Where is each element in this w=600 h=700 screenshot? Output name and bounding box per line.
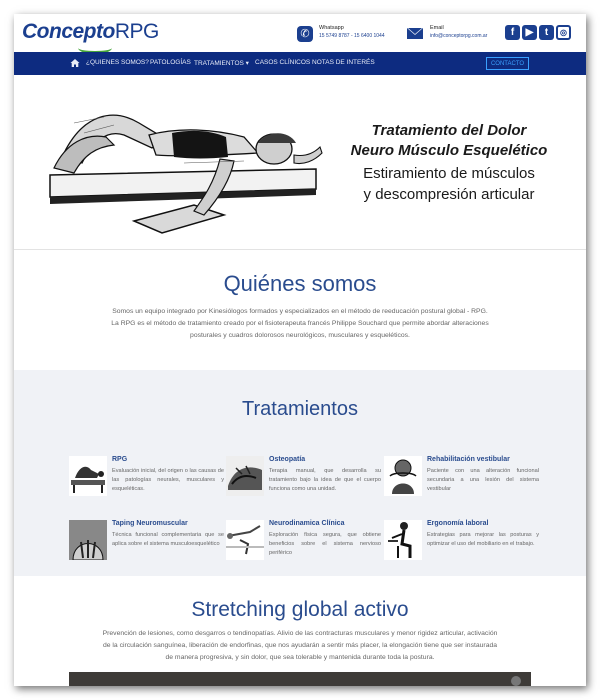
osteopatia-thumbnail [226, 456, 264, 496]
facebook-icon[interactable]: f [505, 25, 520, 40]
card-osteopatia[interactable] [226, 456, 381, 506]
email-address[interactable]: info@conceptorpg.com.ar [430, 33, 488, 39]
quienes-line-2: La RPG es el método de tratamiento creado por el fisioterapeuta francés Philippe Souchard que permite abordar alteraciones [111, 320, 489, 327]
home-icon[interactable] [70, 58, 80, 68]
card-osteopatia-text: Terapia manual, que desarrolla su tratamiento bajo la idea de que el cuerpo funciona como una unidad. [269, 468, 381, 492]
card-rehabilitacion-text: Paciente con una alteración funcional secundaria a una lesión del sistema vestibular [427, 468, 539, 492]
card-ergonomia-text: Estrategias para mejorar las posturas y optimizar el uso del mobiliario en el trabajo. [427, 532, 539, 547]
stretching-video[interactable] [69, 672, 531, 686]
card-taping-neuromuscular[interactable] [69, 520, 224, 570]
hero-illustration [44, 93, 324, 243]
card-taping-title[interactable]: Taping Neuromuscular [112, 520, 188, 527]
hero-title-line-2: Neuro Músculo Esquelético [350, 142, 548, 159]
hero-subtitle-line-2: y descompresión articular [363, 186, 535, 203]
main-nav [14, 52, 586, 75]
rpg-thumbnail [69, 456, 107, 496]
video-control-icon[interactable] [511, 676, 521, 686]
quienes-somos-text [74, 306, 526, 342]
card-rehabilitacion-title[interactable]: Rehabilitación vestibular [427, 456, 510, 463]
card-ergonomia-title[interactable]: Ergonomía laboral [427, 520, 489, 527]
card-neurodinamica-title[interactable]: Neurodinamica Clínica [269, 520, 345, 527]
card-rpg-title[interactable]: RPG [112, 456, 128, 463]
card-rpg[interactable] [69, 456, 224, 506]
hero-title-line-1: Tratamiento del Dolor [371, 122, 527, 139]
site-logo[interactable] [22, 20, 159, 44]
nav-tratamientos[interactable]: TRATAMIENTOS ▾ [194, 60, 249, 67]
tratamientos-title: Tratamientos [242, 398, 358, 420]
stretching-line-1: Prevención de lesiones, como desgarros o tendinopatías. Alivio de las contracturas musculares y menor rigidez articular, activación [102, 630, 498, 637]
section-divider [14, 249, 586, 250]
stretching-line-3: de manera progresiva, y sin dolor, que sea tolerable y mantenida durante toda la postura. [165, 654, 435, 661]
quienes-line-1: Somos un equipo integrado por Kinesiólogos formados y especializados en el método de reeducación postural global - RPG. [112, 308, 488, 315]
nav-notas-de-interes[interactable]: NOTAS DE INTERÉS [312, 59, 375, 66]
youtube-icon[interactable]: ▶ [522, 25, 537, 40]
card-neurodinamica-text: Exploración física segura, que obtiene beneficios sobre el sistema nervioso periférico [269, 532, 381, 556]
site-header [14, 14, 586, 52]
card-osteopatia-title[interactable]: Osteopatía [269, 456, 306, 463]
hero-subtitle-line-1: Estiramiento de músculos [363, 165, 535, 182]
nav-patologias[interactable]: PATOLOGÍAS [150, 59, 191, 66]
quienes-somos-title: Quiénes somos [223, 271, 377, 296]
email-label: Email [430, 25, 444, 31]
page [14, 14, 586, 686]
card-neurodinamica-clinica[interactable] [226, 520, 381, 570]
stretching-text [69, 628, 531, 664]
nav-casos-clinicos[interactable]: CASOS CLÍNICOS [255, 59, 311, 66]
rehabilitacion-thumbnail [384, 456, 422, 496]
stretching-line-2: de la circulación sanguínea, liberación de endorfinas, que nos ayudarán a sentir más placer, la elongación tiene que ser instaurada [102, 642, 498, 649]
whatsapp-icon[interactable]: ✆ [297, 26, 313, 42]
whatsapp-label: Whatsapp [319, 25, 344, 31]
logo-rpg: RPG [114, 20, 159, 43]
ergonomia-thumbnail [384, 520, 422, 560]
logo-text: Concepto [22, 20, 115, 43]
hero-title [344, 121, 554, 161]
neurodinamica-thumbnail [226, 520, 264, 560]
instagram-icon[interactable]: ◎ [556, 25, 571, 40]
stretching-title: Stretching global activo [191, 598, 409, 621]
hero-subtitle [344, 163, 554, 205]
card-taping-text: Técnica funcional complementaria que se aplica sobre el sistema musculoesquelético [112, 532, 224, 547]
twitter-icon[interactable]: t [539, 25, 554, 40]
card-ergonomia-laboral[interactable] [384, 520, 539, 570]
contact-button[interactable]: CONTACTO [486, 57, 529, 70]
taping-thumbnail [69, 520, 107, 560]
tratamientos-section [14, 370, 586, 576]
card-rehabilitacion-vestibular[interactable] [384, 456, 539, 506]
email-icon[interactable] [407, 28, 423, 39]
card-rpg-text: Evaluación inicial, del origen o las causas de las patologías neurales, musculares y esqueléticas. [112, 468, 224, 492]
whatsapp-numbers[interactable]: 15 5749 8787 - 15 6400 1044 [319, 33, 385, 39]
nav-quienes-somos[interactable]: ¿QUIENES SOMOS? [86, 59, 149, 66]
hero-banner [14, 75, 586, 250]
quienes-line-3: posturales y cuadros dolorosos neurológicos, musculares y esqueléticos. [190, 332, 410, 339]
